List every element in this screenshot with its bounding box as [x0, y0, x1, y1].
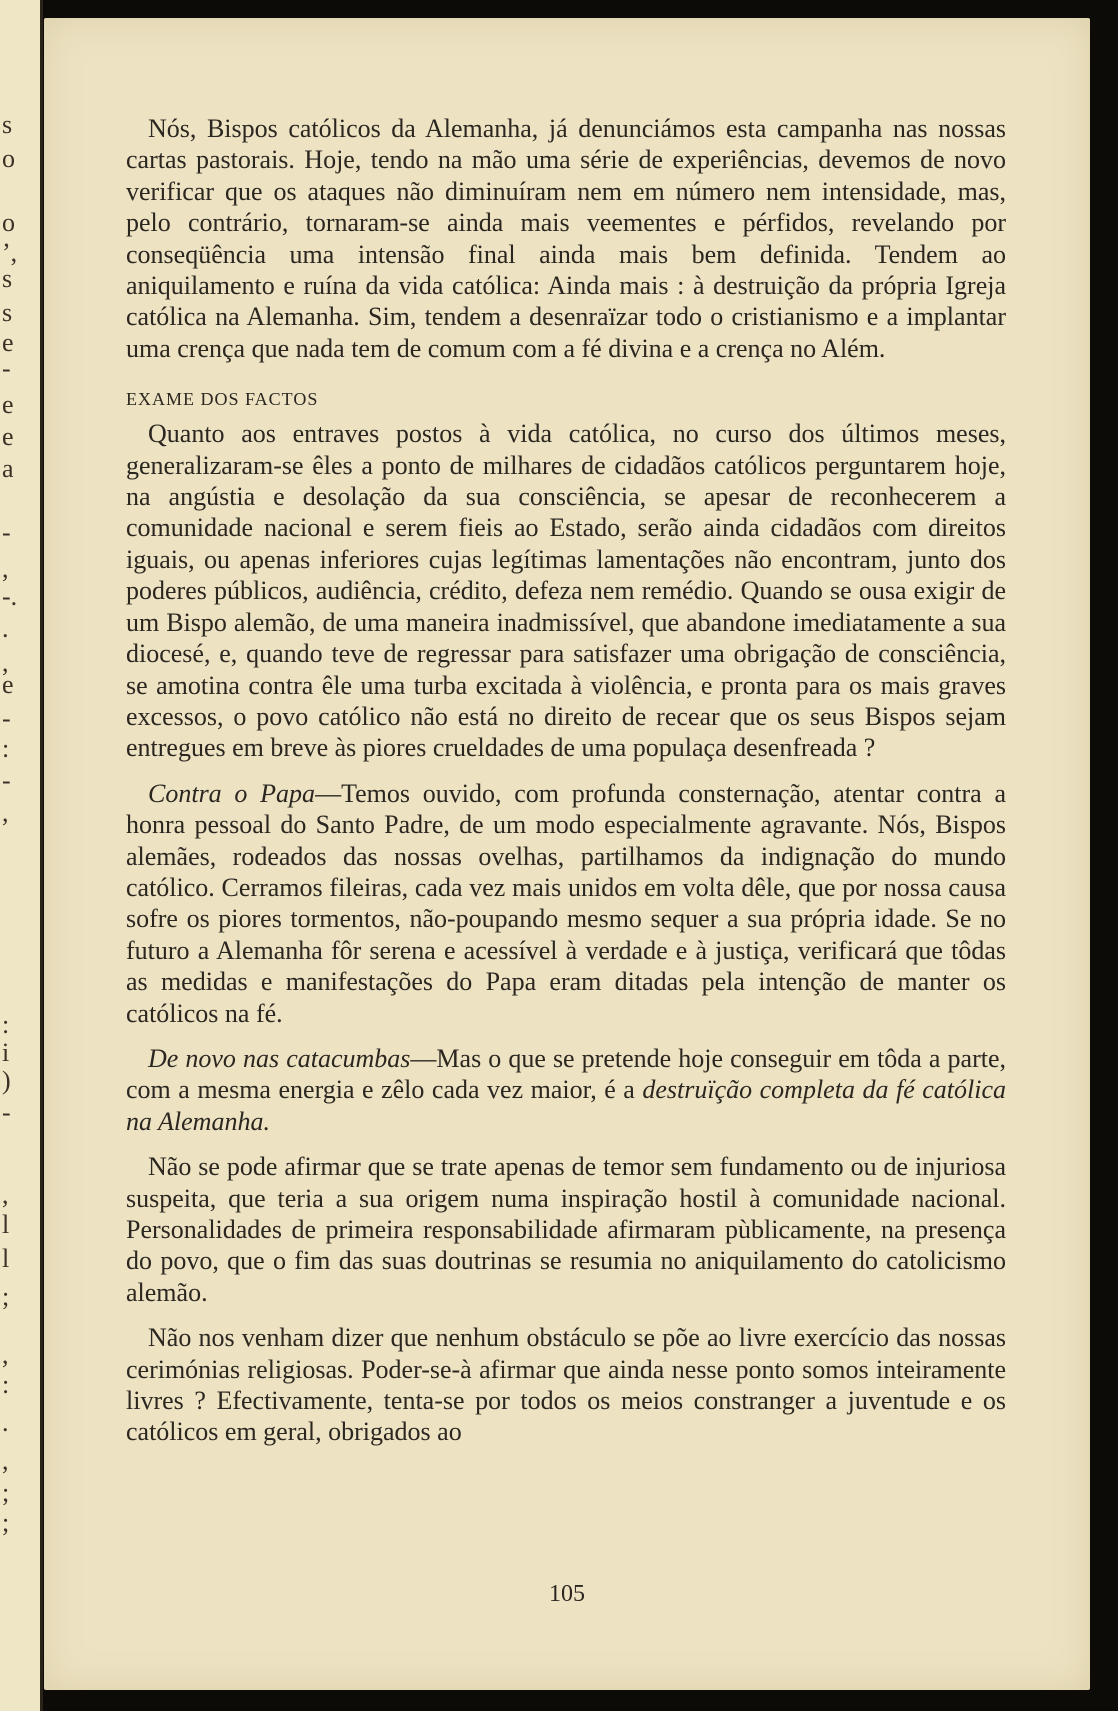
page-number: 105 — [549, 1581, 585, 1607]
paragraph-text: —Mas o que se pretende hoje conseguir em tôda a parte, com a mesma energia e zêlo cada vez maior, é a — [126, 1043, 1006, 1105]
margin-fragment: s — [2, 110, 13, 139]
emphasized-text: destruïção completa da fé católica na Alemanha. — [126, 1075, 1006, 1136]
margin-fragment: - — [2, 1098, 11, 1127]
paragraph: Quanto aos entraves postos à vida católica, no curso dos últimos meses, generalizaram-se êles a ponto de milhares de cidadãos católicos perguntarem hoje, na angústia e desolação da sua consciência, se apesar de reconhecerem a comunidade nacional e serem fieis ao Estado, serão ainda cidadãos com direitos iguais, ou apenas inferiores cujas legítimas lamentações não encontram, junto dos poderes públicos, audiência, crédito, defeza nem remédio. Quando se ousa exigir de um Bispo alemão, de uma maneira inadmissível, que abandone imediatamente a sua diocesé, e, quando teve de regressar para satisfazer uma obrigação de consciência, se amotina contra êle uma turba excitada à violência, e pronta para os mais graves excessos, o povo católico não está no direito de recear que os seus Bispos sejam entregues em breve às piores crueldades de uma populaça desenfreada ? — [126, 419, 1006, 763]
margin-fragment: l — [2, 1244, 10, 1273]
margin-fragment: , — [2, 798, 9, 827]
margin-fragment: , — [2, 648, 9, 677]
margin-fragment: - — [2, 704, 11, 733]
paragraph: Não se pode afirmar que se trate apenas de temor sem fundamento ou de injuriosa suspeita, que teria a sua origem numa inspiração hostil à comunidade nacional. Personalidades de primeira responsabilidade afirmaram pùblicamente, na presença do povo, que o fim das suas doutrinas se resumia no aniquilamento do catolicismo alemão. — [126, 1152, 1006, 1307]
margin-fragment: , — [2, 554, 9, 583]
margin-fragment: s — [2, 264, 13, 293]
margin-fragment: ; — [2, 1478, 10, 1507]
margin-fragment: e — [2, 422, 14, 451]
margin-fragment: - — [2, 766, 11, 795]
margin-fragment: . — [2, 614, 9, 643]
paragraph — [126, 1043, 1006, 1137]
margin-fragment: , — [2, 1180, 9, 1209]
paragraph: Nós, Bispos católicos da Alemanha, já denunciámos esta campanha nas nossas cartas pastorais. Hoje, tendo na mão uma série de experiências, devemos de novo verificar que os ataques não diminuíram nem em número nem intensidade, mas, pelo contrário, tornaram-se ainda mais veementes e pérfidos, revelando por conseqüência uma intensão final ainda mais bem definida. Tendem ao aniquilamento e ruína da vida católica: Ainda mais : à destruição da própria Igreja católica na Alemanha. Sim, tendem a desenraïzar todo o cristianismo e a implantar uma crença que nada tem de comum com a fé divina e a crença no Além. — [126, 114, 1006, 363]
book-page — [44, 18, 1090, 1690]
margin-fragment: , — [2, 1340, 9, 1369]
page-body — [126, 113, 1006, 1448]
margin-fragment: l — [2, 1210, 10, 1239]
margin-fragment: ) — [2, 1066, 11, 1095]
margin-fragment: s — [2, 298, 13, 327]
margin-fragment: e — [2, 328, 14, 357]
margin-fragment: : — [2, 1370, 10, 1399]
margin-fragment: ’, — [2, 238, 18, 267]
margin-fragment: a — [2, 454, 14, 483]
paragraph — [126, 778, 1006, 1029]
margin-fragment: ; — [2, 1508, 10, 1537]
margin-fragment: e — [2, 390, 14, 419]
margin-fragment: : — [2, 734, 10, 763]
margin-fragment: , — [2, 1446, 9, 1475]
adjacent-page-margin — [0, 0, 43, 1711]
margin-fragment: -. — [2, 582, 18, 611]
margin-fragment: - — [2, 354, 11, 383]
paragraph-text: —Temos ouvido, com profunda consternação, atentar contra a honra pessoal do Santo Padre, de um modo especialmente agravante. Nós, Bispos alemães, rodeados das nossas ovelhas, partilhamos da indignação do mundo católico. Cerramos fileiras, cada vez mais unidos em volta dêle, que por nossa causa sofre os piores tormentos, não-poupando mesmo sequer a sua própria idade. Se no futuro a Alemanha fôr serena e acessível à verdade e à justiça, verificará que tôdas as medidas e manifestações do Papa eram ditadas pela intenção de manter os católicos na fé. — [126, 778, 1006, 1028]
paragraph-label: De novo nas catacumbas — [148, 1043, 411, 1073]
margin-fragment: e — [2, 670, 14, 699]
paragraph: Não nos venham dizer que nenhum obstáculo se põe ao livre exercício das nossas cerimónias religiosas. Poder-se-à afirmar que ainda nesse ponto somos inteiramente livres ? Efectivamente, tenta-se por todos os meios constranger a juventude e os católicos em geral, obrigados ao — [126, 1323, 1006, 1447]
paragraph-label: Contra o Papa — [148, 778, 316, 808]
margin-fragment: . — [2, 1408, 9, 1437]
margin-fragment: ; — [2, 1282, 10, 1311]
margin-fragment: o — [2, 144, 15, 173]
section-heading: EXAME DOS FACTOS — [126, 389, 319, 410]
margin-fragment: o — [2, 208, 15, 237]
margin-fragment: i — [2, 1038, 10, 1067]
margin-fragment: : — [2, 1010, 10, 1039]
margin-fragment: - — [2, 518, 11, 547]
